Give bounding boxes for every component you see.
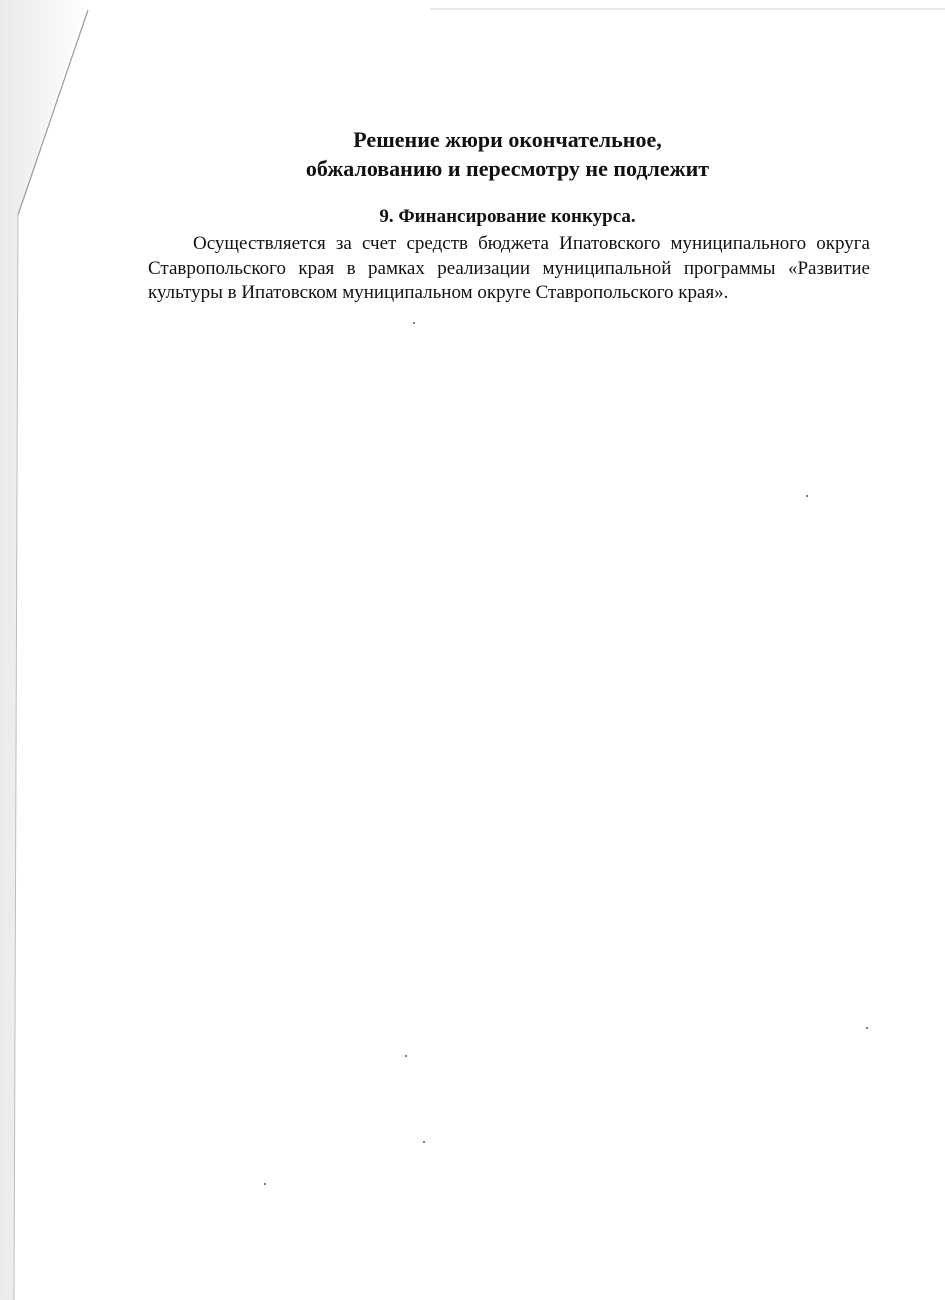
section-title: 9. Финансирование конкурса. — [379, 206, 636, 227]
decision-heading — [145, 125, 870, 183]
scan-speck — [264, 1183, 266, 1185]
scan-speck — [866, 1027, 868, 1029]
scan-speck — [423, 1141, 425, 1143]
scan-speck — [405, 1055, 407, 1057]
financing-paragraph: Осуществляется за счет средств бюджета Ипатовского муниципального округа Ставропольского края в рамках реализации муниципальной программы «Развитие культуры в Ипатовском муниципальном округе Ставропольского края». — [148, 233, 870, 303]
scan-speck — [413, 322, 415, 324]
scan-speck — [806, 495, 808, 497]
heading-line-2: обжалованию и пересмотру не подлежит — [305, 156, 710, 181]
heading-line-1: Решение жюри окончательное, — [353, 127, 662, 152]
